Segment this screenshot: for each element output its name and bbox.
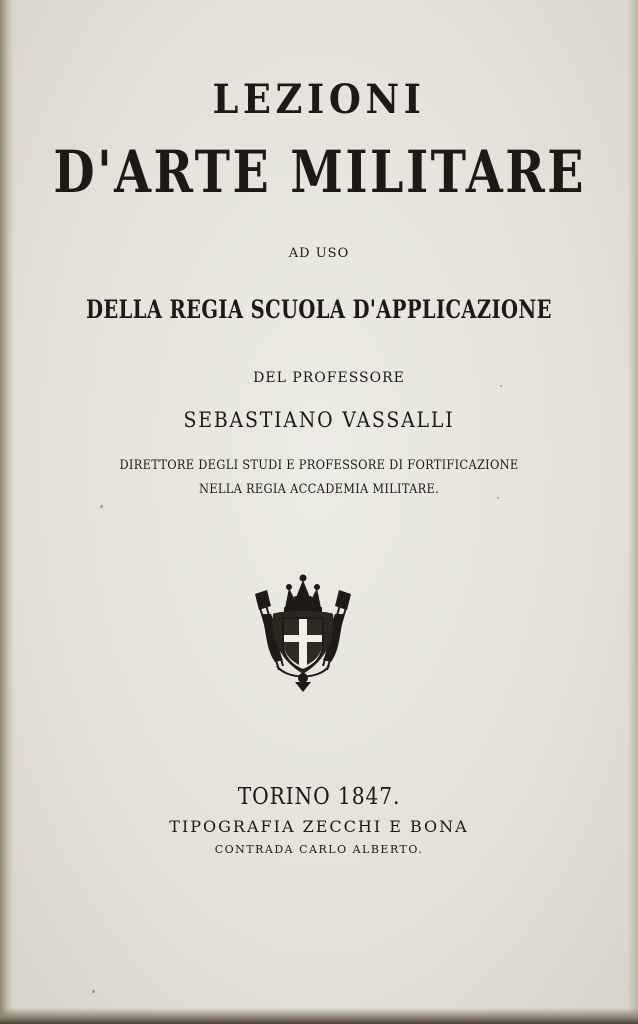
author-name: SEBASTIANO VASSALLI <box>183 408 455 432</box>
paper-speck <box>500 385 502 387</box>
author-role-line-2: NELLA REGIA ACCADEMIA MILITARE. <box>198 482 440 497</box>
coat-of-arms-icon <box>249 570 357 696</box>
author-role-line-1: DIRETTORE DEGLI STUDI E PROFESSORE DI FORTIFICAZIONE <box>119 458 519 473</box>
paper-speck <box>497 497 499 499</box>
ad-uso-text: AD USO <box>288 246 350 261</box>
school-name: DELLA REGIA SCUOLA D'APPLICAZIONE <box>86 295 552 324</box>
printer-address: CONTRADA CARLO ALBERTO. <box>214 843 424 856</box>
paper-speck <box>100 505 103 508</box>
page-edge-shadow <box>628 0 638 1024</box>
place-and-year: TORINO 1847. <box>237 784 401 810</box>
title-line-2: D'ARTE MILITARE <box>53 138 586 206</box>
del-professore-text: DEL PROFESSORE <box>253 370 405 386</box>
title-line-1: LEZIONI <box>212 76 426 123</box>
paper-speck <box>92 990 95 993</box>
printer-name: TIPOGRAFIA ZECCHI E BONA <box>169 817 469 836</box>
